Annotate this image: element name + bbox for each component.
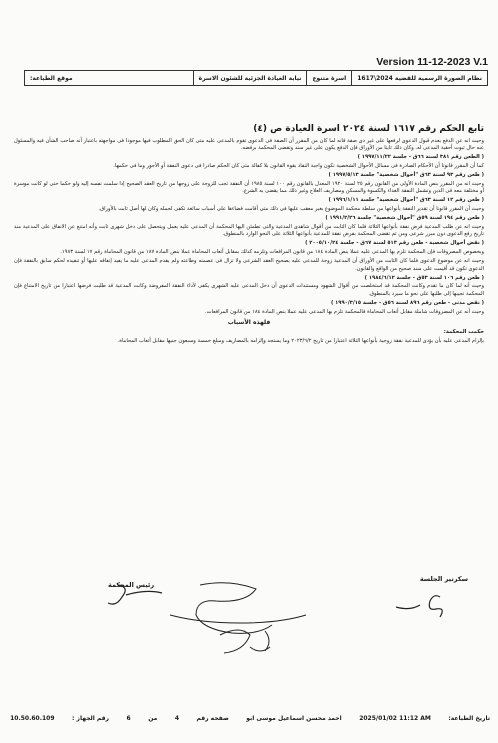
citation: ( نقض أحوال شخصية - طعن رقم ٥١٣ لسنة ٦٧ق - جلسة ٢٠٠٥/١٠/٢٤ ) [305,240,484,247]
page-number-label: صفحه رقم [196,714,229,722]
paragraph: وبخصوص المصروفات فإن المحكمة تلزم بها المدعى عليه عملا بنص المادة ١٨٤ من قانون المرافعات وتلزمه كذلك بمقابل أتعاب المحاماة عملا بنص المادة ١٨٧ من قانون المحاماة رقم ١٧ لسنة ١٩٨٣. [60,249,484,256]
grounds-heading: فلهذه الأسباب [227,319,271,327]
paragraph: وحيث انه عن موضوع الدعوى فلما كان الثابت من الأوراق أن المدعية زوجة للمدعى عليه بصحيح العقد الشرعى ولا تزال فى عصمته وطاعته ولم يقدم المدعى عليه ما يفيد إنفاقه عليها أو تنفيذه لحكم سابق بالنفقة فإن الدعوى تكون قد أقيمت على سند صحيح من الواقع والقانون. [14,258,484,272]
judge-label: رئيس المحكمة [108,581,155,589]
ruling-title: تابع الحكم رقم ١٦١٧ لسنة ٢٠٢٤ اسرة العيادة ص (٤) [253,124,484,134]
citation: ( طعن رقم ١٠٦ لسنة ٥٣ق - جلسة ١٩٨٤/٦/١٢ ) [364,274,484,281]
page-total: 6 [126,714,131,722]
case-system-label: نظام الصورة الرسمية للقضية 2024\1617 [351,71,487,85]
case-party: اسرة متنوع [306,71,351,85]
print-footer [10,712,490,724]
paragraph: وحيث أن المقرر قانونا أن تقدير النفقة بأنواعها من سلطة محكمة الموضوع بغير معقب عليها فى ذلك متى أقامت قضاءها على أسباب سائغة تكفى لحمله وكان لها أصل ثابت بالأوراق. [98,206,484,213]
secretary-signature [396,596,442,617]
paragraph: وحيث انه عن الدفع بعدم قبول الدعوى لرفعها على غير ذى صفة فانه لما كان من المقرر أن الصفة فى الدعوى تقوم بالمدعى عليه متى كان الحق المطلوب فيها موجودا فى مواجهته باعتبار أنه صاحب الشأن فيه والمسئول عنه حال ثبوت أحقية المدعى له. وكان ذلك ثابتا من الأوراق فإن الدفع يكون على غير سند وتقضى المحكمة برفضه. [14,138,484,152]
print-date-label: تاريخ الطباعة: [448,714,490,722]
signature-scribbles [0,575,498,695]
document-header [24,70,488,86]
paragraph: كما أن المقرر قانونا أن الأحكام الصادرة فى مسائل الأحوال الشخصية تكون واجبة النفاذ بقوة القانون بلا كفالة متى كان الحكم صادرا فى دعوى النفقة أو الأجور وما فى حكمها. [113,163,484,170]
of-label: من [148,714,158,722]
print-datetime: 2025/01/02 11:12 AM [359,714,431,722]
signature-area [0,575,498,695]
print-site-label: موقع الطباعة: [30,74,73,82]
paragraph: وحيث انه من المقرر بنص المادة الأولى من القانون رقم ٢٥ لسنة ١٩٢٠ المعدل بالقانون رقم ١٠٠ لسنة ١٩٨٥ أن النفقة تجب للزوجة على زوجها من تاريخ العقد الصحيح إذا سلمت نفسه إليه ولو حكما حتى لو كانت موسرة أو مختلفة معه فى الدين وتشمل النفقة الغذاء والكسوة والمسكن ومصاريف العلاج وغير ذلك مما يقضى به الشرع. [14,181,485,195]
device-ip: 10.50.60.109 [10,714,55,722]
version-label: Version 11-12-2023 V.1 [376,56,488,68]
page-current: 4 [174,714,179,722]
citation: ( نقض مدنى - طعن رقم ٨٩٦ لسنة ٥٦ق - جلسة ١٩٩٠/٣/١٥ ) [330,299,484,306]
citation: ( طعن رقم ١٩٤ لسنة ٥٩ق "أحوال شخصية" جلسة ١٩٩١/٢/٢٦ ) [325,215,484,222]
paragraph: وحيث أنه عن المصروفات شاملة مقابل أتعاب المحاماة فالمحكمة تلزم بها المدعى عليه عملا بنص المادة ١٨٤ من قانون المرافعات. [205,308,484,315]
judge-signature [108,585,162,604]
verdict-intro: حكمت المحكمة: [443,329,484,336]
paragraph: وحيث أنه لما كان ما تقدم وكانت المحكمة قد استخلصت من أقوال الشهود ومستندات الدعوى أن دخل المدعى عليه الشهرى يكفى لأداء النفقة المفروضة وكانت المدعية قد طلبت فرضها اعتبارا من تاريخ الامتناع فإن المحكمة تجيبها إلى طلبها على نحو ما سيرد بالمنطوق. [14,283,484,297]
verdict-text: بإلزام المدعى عليه بأن يؤدى للمدعية نفقة زوجية بأنواعها الثلاثة اعتبارا من تاريخ ٢٠٢٣/٦/٢ وما يستجد وإلزامه بالمصاريف ومبلغ خمسة وسبعون جنيها مقابل أتعاب المحاماة. [117,338,484,345]
device-label: رقم الجهاز : [72,714,109,722]
printed-by: احمد محسن اسماعيل موسى ابو [246,714,342,722]
central-signature [170,583,306,634]
paragraph: وحيث انه عن طلب المدعية فرض نفقة بأنواعها الثلاثة فلما كان الثابت من أقوال شاهدى المدعية والتى تطمئن اليها المحكمة أن المدعى عليه يعمل ويتحصل على دخل شهرى ثابت وأنه امتنع عن الانفاق على المدعية منذ تاريخ رفع الدعوى دون مبرر شرعى ومن ثم تقضى المحكمة بفرض نفقة للمدعية بأنواعها الثلاثة على النحو الوارد بالمنطوق. [14,224,484,238]
court-name: نيابة العيادة الجزئية للشئون الاسرة [193,71,307,85]
citation: ( طعن رقم ٩٣ لسنة ٦٣ق "أحوال شخصية" جلسة ١٩٩٧/٥/١٣ ) [328,172,484,179]
secretary-label: سكرتير الجلسة [419,575,468,583]
citation: ( الطعن رقم ٣٨١ لسنة ٦٦ق - جلسة ١٩٩٧/١١/٢٢ ) [357,154,484,161]
ruling-body [14,138,484,347]
citation: ( طعن رقم ١٢ لسنة ٦٣ق "أحوال شخصية" جلسة ١٩٩٦/١/١١ ) [328,197,484,204]
